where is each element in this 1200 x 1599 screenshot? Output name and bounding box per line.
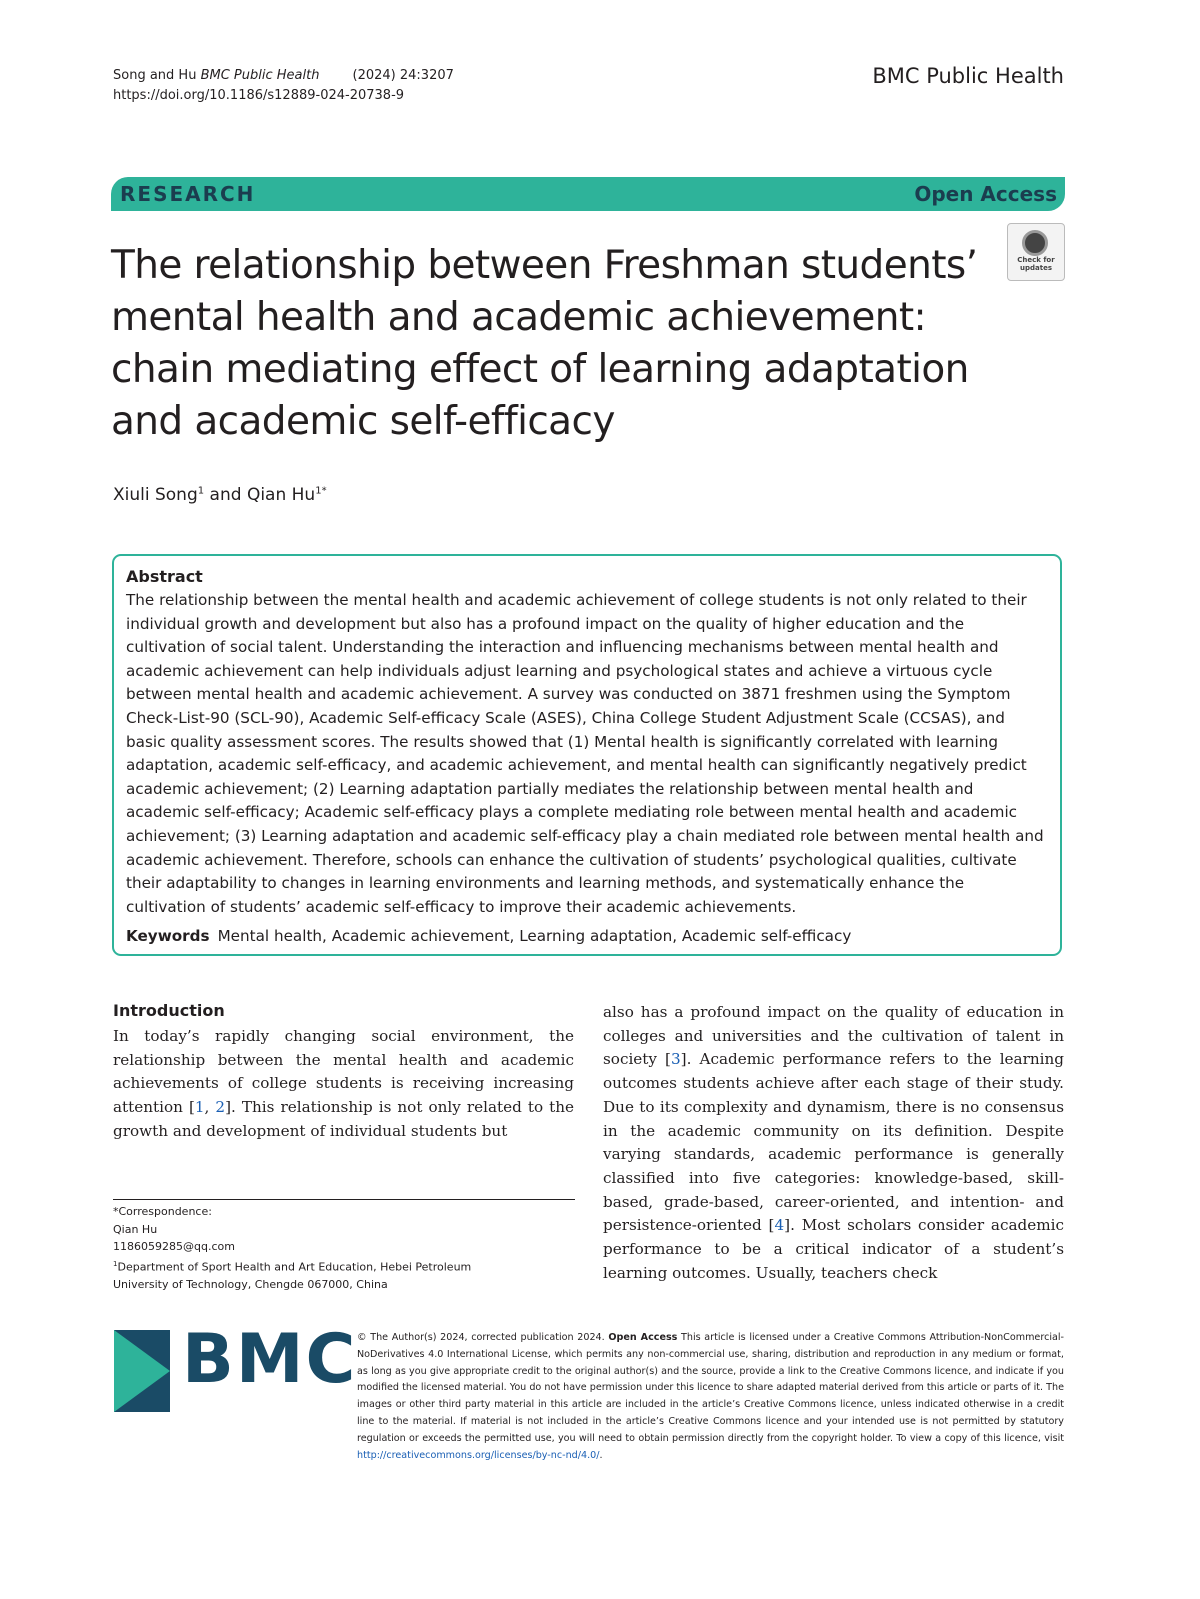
footnote-divider [113,1199,575,1200]
citation-link[interactable]: 4 [774,1216,785,1235]
license-open-access: Open Access [608,1332,678,1343]
body-text: ]. Academic performance refers to the learning outcomes students achieve after each stage of their study. Due to its complexity and dynamism, there is no consensus in the academic community on its definition. Despite varying standards, academic performance is generally classified into five categories: knowledge-based, skill-based, grade-based, career-oriented, and intention- and persistence-oriented [ [603,1050,1064,1235]
correspondence-footnote [113,1203,471,1294]
body-text: ]. This relationship is not only related to the growth and development of individual students but [113,1098,575,1140]
keywords-list: Mental health, Academic achievement, Learning adaptation, Academic self-efficacy [217,927,852,945]
correspondence-label: *Correspondence: [113,1205,212,1218]
license-text: This article is licensed under a Creative Commons Attribution-NonCommercial-NoDerivatives 4.0 International License, which permits any non-commercial use, sharing, distribution and reproduction in any medium or format, as long as you give appropriate credit to the original author(s) and the source, provide a link to the Creative Commons licence, and indicate if you modified the licensed material. You do not have permission under this licence to share adapted material derived from this article or parts of it. The images or other third party material in this article are included in the article’s Creative Commons licence, unless indicated otherwise in a credit line to the material. If material is not included in the article’s Creative Commons licence and your intended use is not permitted by statutory regulation or exceeds the permitted use, you will need to obtain permission directly from the copyright holder. To view a copy of this licence, visit [357,1332,1065,1444]
body-column-right [603,1001,1064,1285]
check-for-updates-badge[interactable] [1007,223,1065,281]
body-text: also has a profound impact on the quality of education in colleges and universities and the cultivation of talent in society [ [603,1003,1064,1069]
body-column-left [113,1025,574,1144]
abstract-heading: Abstract [126,567,203,586]
author-name[interactable]: Qian Hu [246,485,316,505]
author-conjunction: and [204,485,247,505]
abstract-box [112,554,1062,956]
citation-link[interactable]: 2 [215,1098,226,1117]
correspondence-email[interactable]: 1186059285@qq.com [113,1240,235,1254]
affiliation-mark: 1 [113,1259,118,1268]
article-type-band [111,177,1065,211]
license-end: . [599,1449,603,1461]
author-affiliation-mark: 1* [315,485,327,497]
header-authors: Song and Hu [113,68,201,83]
citation-link[interactable]: 1 [194,1098,205,1117]
running-header [113,66,454,106]
journal-name: BMC Public Health [872,64,1064,88]
check-updates-text: Check for updates [1017,256,1055,272]
author-name[interactable]: Xiuli Song [113,485,198,505]
citation-separator: , [204,1098,216,1117]
author-affiliation-mark: 1 [197,485,205,497]
body-text: In today’s rapidly changing social environment, the relationship between the mental health and academic achievements of college students is receiving increasing attention [ [113,1027,574,1117]
correspondence-name: Qian Hu [113,1222,158,1236]
keywords-label: Keywords [126,927,210,945]
keywords-line [126,927,851,945]
header-journal: BMC Public Health [200,68,320,83]
author-list [113,485,327,505]
header-year-volume: (2024) 24:3207 [352,68,454,83]
article-title: The relationship between Freshman students’ mental health and academic achievement: chain mediating effect of learning adaptation and academic self-efficacy [111,243,978,444]
publisher-logo-text: BMC [182,1320,358,1399]
introduction-heading: Introduction [113,1001,225,1020]
license-copyright: © The Author(s) 2024, corrected publication 2024. [357,1332,609,1343]
article-type-label: RESEARCH [120,182,256,206]
abstract-text: The relationship between the mental health and academic achievement of college students is not only related to their individual growth and development but also has a profound impact on the quality of higher education and the cultivation of social talent. Understanding the interaction and influencing mechanisms between mental health and academic achievement can help individuals adjust learning and psychological states and achieve a virtuous cycle between mental health and academic achievement. A survey was conducted on 3871 freshmen using the Symptom Check-List-90 (SCL-90), Academic Self-efficacy Scale (ASES), China College Student Adjustment Scale (CCSAS), and basic quality assessment scores. The results showed that (1) Mental health is significantly correlated with learning adaptation, academic self-efficacy, and academic achievement, and mental health can significantly negatively predict academic achievement; (2) Learning adaptation partially mediates the relationship between mental health and academic self-efficacy; Academic self-efficacy plays a complete mediating role between mental health and academic achievement; (3) Learning adaptation and academic self-efficacy play a chain mediated role between mental health and academic achievement. Therefore, schools can enhance the cultivation of students’ psychological qualities, cultivate their adaptability to changes in learning environments and learning methods, and systematically enhance the cultivation of students’ academic self-efficacy to improve their academic achievements. [126,591,1044,916]
body-text: ]. Most scholars consider academic performance to be a critical indicator of a student’s learning outcomes. Usually, teachers check [603,1216,1064,1282]
license-statement [357,1330,1064,1464]
affiliation-line-1: Department of Sport Health and Art Education, Hebei Petroleum [117,1260,472,1274]
check-updates-icon [1022,230,1048,256]
open-access-label: Open Access [914,182,1057,206]
license-link[interactable]: http://creativecommons.org/licenses/by-nc-nd/4.0/ [357,1449,600,1461]
citation-link[interactable]: 3 [670,1050,681,1069]
doi-link[interactable]: https://doi.org/10.1186/s12889-024-20738-9 [113,88,405,103]
affiliation-line-2: University of Technology, Chengde 067000, China [113,1278,388,1292]
